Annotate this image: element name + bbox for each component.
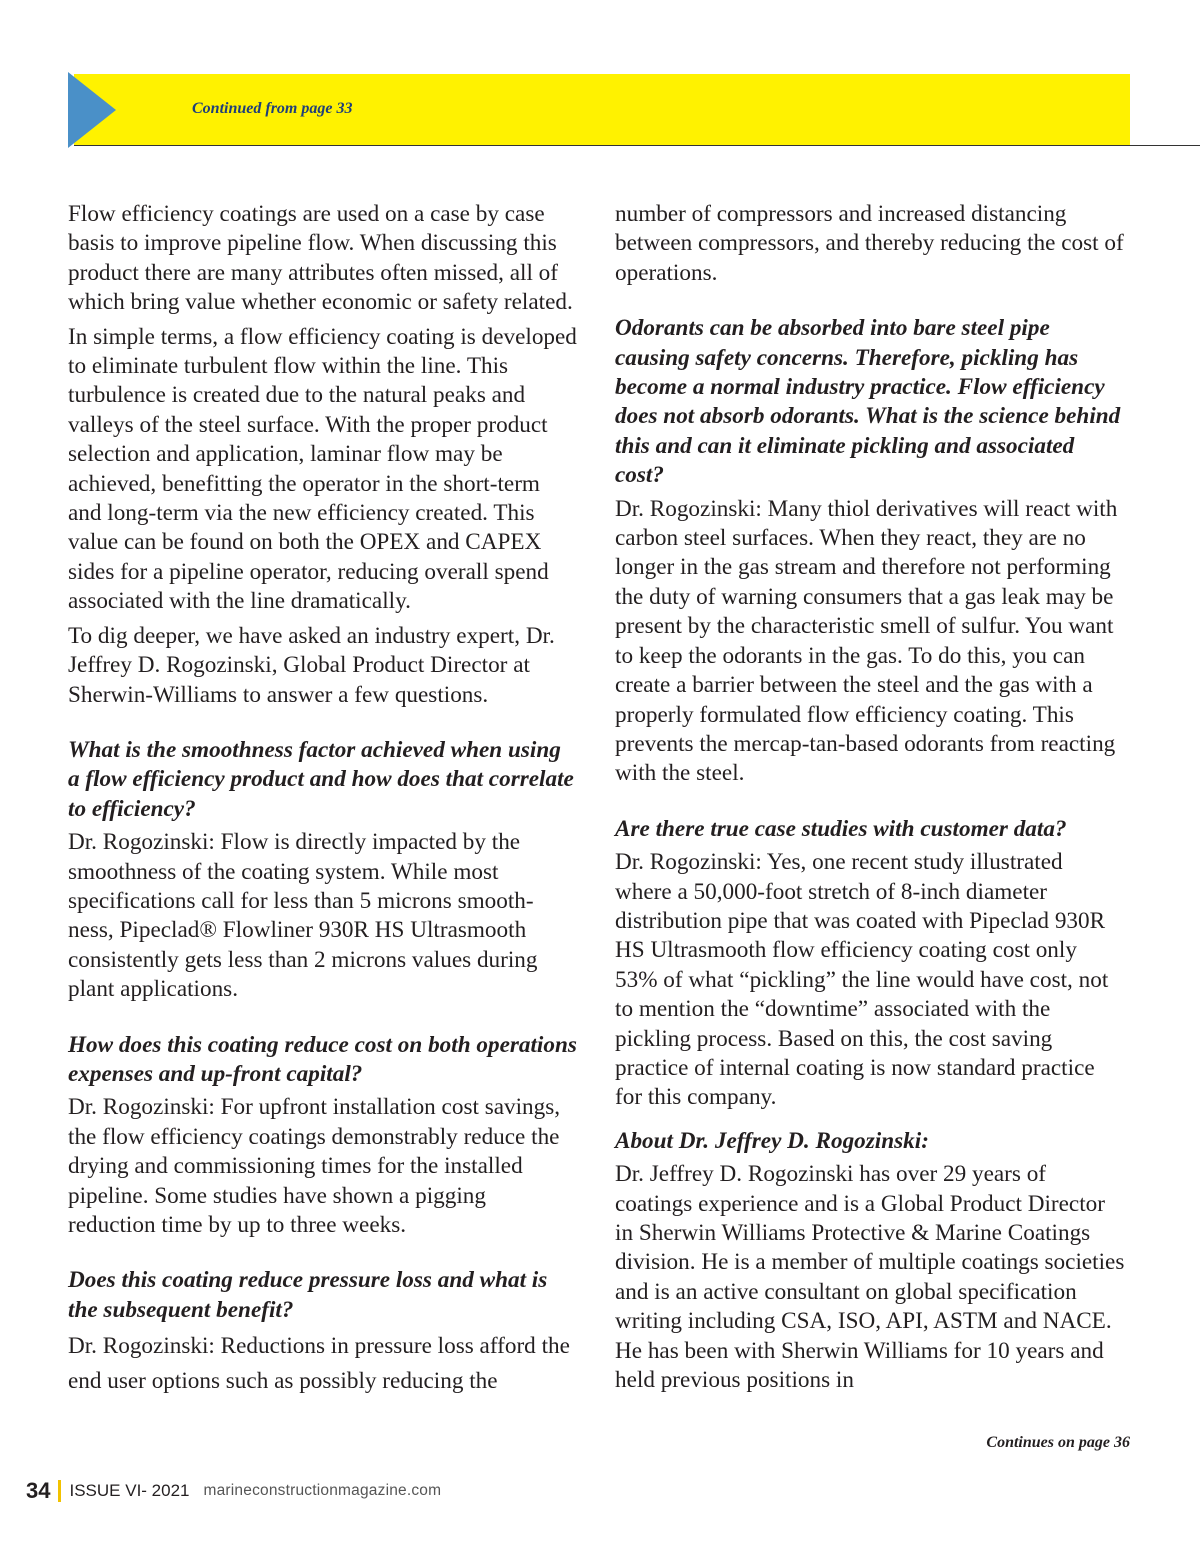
question-heading: Odorants can be absorbed into bare steel pipe causing safety concerns. Therefore, pickling has become a normal industry practice. Flow efficiency does not absorb odorants. What is the science behind this and can it eliminate pickling and associated cost? xyxy=(615,315,1121,489)
paragraph: To dig deeper, we have asked an industry expert, Dr. Jeffrey D. Rogozinski, Global Product Director at Sherwin-Williams to answer a few questions. xyxy=(68,622,555,708)
paragraph: number of compressors and increased distancing between compressors, and thereby reducing the cost of operations. xyxy=(615,201,1124,286)
left-column xyxy=(68,200,578,1399)
page-footer xyxy=(26,1478,441,1504)
question-heading: How does this coating reduce cost on both operations expenses and up-front capital? xyxy=(68,1031,577,1087)
right-column xyxy=(615,200,1125,1395)
header-rule xyxy=(74,145,1200,146)
paragraph: Flow efficiency coatings are used on a case by case basis to improve pipeline flow. When discussing this product there are many attributes often missed, all of which bring value whether economic or safety related. xyxy=(68,201,573,316)
answer-paragraph: Dr. Rogozinski: Reductions in pressure loss afford the end user options such as possibly reducing the xyxy=(68,1333,570,1395)
footer-divider xyxy=(58,1480,61,1502)
continued-from-label: Continued from page 33 xyxy=(192,100,353,117)
about-heading: About Dr. Jeffrey D. Rogozinski: xyxy=(615,1127,929,1154)
issue-label: ISSUE VI- 2021 xyxy=(69,1481,190,1500)
answer-paragraph: Dr. Rogozinski: For upfront installation cost savings, the flow efficiency coatings demonstrably reduce the drying and commissioning times for the installed pipeline. Some studies have shown a pigging reduction time by up to three weeks. xyxy=(68,1094,561,1238)
about-paragraph: Dr. Jeffrey D. Rogozinski has over 29 years of coatings experience and is a Global Product Director in Sherwin Williams Protective & Marine Coatings division. He is a member of multiple coatings societies and is an active consultant on global specification writing including CSA, ISO, API, ASTM and NACE. He has been with Sherwin Williams for 10 years and held previous positions in xyxy=(615,1161,1125,1394)
page-number: 34 xyxy=(26,1478,51,1503)
continues-on-label: Continues on page 36 xyxy=(986,1434,1130,1451)
website-label: marineconstructionmagazine.com xyxy=(203,1482,442,1499)
question-heading: Are there true case studies with customer data? xyxy=(615,815,1067,842)
answer-paragraph: Dr. Rogozinski: Yes, one recent study illustrated where a 50,000-foot stretch of 8-inch diameter distribution pipe that was coated with Pipeclad 930R HS Ultrasmooth flow efficiency coating cost only 53% of what “pickling” the line would have cost, not to mention the “downtime” associated with the pickling process. Based on this, the cost saving practice of internal coating is now standard practice for this company. xyxy=(615,849,1109,1111)
question-heading: What is the smoothness factor achieved when using a flow efficiency product and how does that correlate to efficiency? xyxy=(68,736,574,822)
paragraph: In simple terms, a flow efficiency coating is developed to eliminate turbulent flow within the line. This turbulence is created due to the natural peaks and valleys of the steel surface. With the proper product selection and application, laminar flow may be achieved, benefitting the operator in the short-term and long-term via the new efficiency created. This value can be found on both the OPEX and CAPEX sides for a pipeline operator, reducing overall spend associated with the line dramatically. xyxy=(68,323,577,615)
arrow-icon xyxy=(68,72,116,148)
answer-paragraph: Dr. Rogozinski: Many thiol derivatives will react with carbon steel surfaces. When they react, they are no longer in the gas stream and therefore not performing the duty of warning consumers that a gas leak may be present by the characteristic smell of sulfur. You want to keep the odorants in the gas. To do this, you can create a barrier between the steel and the gas with a properly formulated flow efficiency coating. This prevents the mercap-tan-based odorants from reacting with the steel. xyxy=(615,495,1118,787)
question-heading: Does this coating reduce pressure loss and what is the subsequent benefit? xyxy=(68,1267,548,1323)
answer-paragraph: Dr. Rogozinski: Flow is directly impacted by the smoothness of the coating system. While most specifications call for less than 5 microns smooth-ness, Pipeclad® Flowliner 930R HS Ultrasmooth consistently gets less than 2 microns values during plant applications. xyxy=(68,829,538,1003)
